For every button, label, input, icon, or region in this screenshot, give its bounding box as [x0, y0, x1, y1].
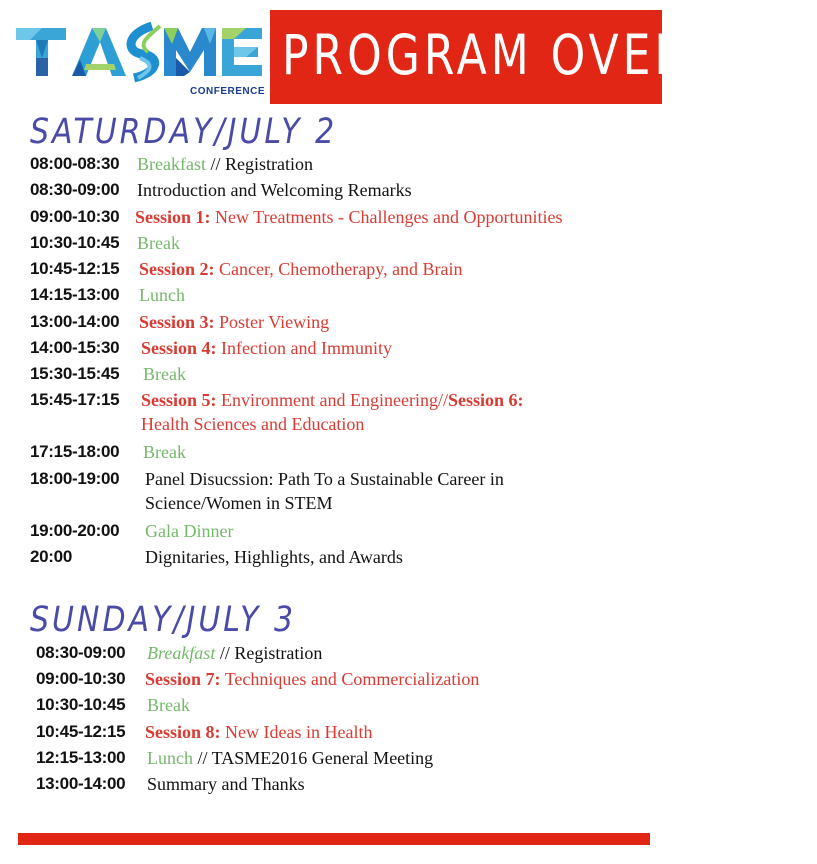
header — [0, 0, 817, 108]
time-label: 12:15-13:00 — [36, 748, 126, 767]
time-label: 14:15-13:00 — [30, 285, 120, 304]
time-label: 08:30-09:00 — [30, 180, 120, 199]
session-description — [139, 257, 463, 281]
tasme-logo — [14, 14, 266, 97]
session-title: Poster Viewing — [214, 312, 330, 332]
item-description: Break — [143, 442, 186, 462]
time-label: 20:00 — [30, 547, 72, 566]
item-description: Break — [137, 233, 180, 253]
session-title: New Ideas in Health — [220, 722, 373, 742]
session-description — [135, 205, 562, 229]
time-label: 10:30-10:45 — [30, 233, 120, 252]
panel-line2: Science/Women in STEM — [145, 493, 333, 513]
session-label: Session 2: — [139, 259, 215, 279]
tasme-logo-graphic — [14, 14, 264, 94]
session-title: Environment and Engineering// — [216, 390, 448, 410]
item-description: Lunch — [139, 285, 185, 305]
program-overview-banner — [270, 10, 817, 104]
item-description: Gala Dinner — [145, 521, 234, 541]
session-title: Cancer, Chemotherapy, and Brain — [214, 259, 463, 279]
item-description — [137, 152, 313, 176]
time-label: 13:00-14:00 — [36, 774, 126, 793]
item-description: Introduction and Welcoming Remarks — [137, 180, 412, 200]
session-label: Session 6: — [447, 390, 524, 410]
time-label: 08:00-08:30 — [30, 154, 120, 173]
session-description — [141, 388, 523, 412]
time-label: 14:00-15:30 — [30, 338, 120, 357]
time-label: 15:30-15:45 — [30, 364, 120, 383]
session-description — [145, 720, 372, 744]
time-label: 10:45-12:15 — [30, 259, 120, 278]
saturday-heading: SATURDAY/JULY 2 — [30, 112, 338, 153]
registration-label: // Registration — [215, 643, 323, 663]
session-title: Infection and Immunity — [216, 338, 392, 358]
registration-label: // Registration — [205, 154, 313, 174]
session-label: Session 5: — [141, 390, 217, 410]
sunday-heading: SUNDAY/JULY 3 — [30, 600, 297, 641]
item-description: Summary and Thanks — [147, 774, 305, 794]
session-description — [145, 667, 479, 691]
lunch-label: Lunch — [147, 748, 193, 768]
time-label: 15:45-17:15 — [30, 390, 120, 409]
time-label: 10:45-12:15 — [36, 722, 126, 741]
session-title: New Treatments - Challenges and Opportunities — [210, 207, 563, 227]
item-description: Dignitaries, Highlights, and Awards — [145, 547, 403, 567]
session-title-line2: Health Sciences and Education — [141, 414, 365, 434]
time-label: 10:30-10:45 — [36, 695, 126, 714]
item-description — [147, 641, 322, 665]
session-label: Session 7: — [145, 669, 221, 689]
general-meeting-label: // TASME2016 General Meeting — [192, 748, 434, 768]
panel-line1: Panel Disucssion: Path To a Sustainable Career in — [145, 469, 504, 489]
session-label: Session 8: — [145, 722, 221, 742]
item-description: Break — [143, 364, 186, 384]
session-label: Session 4: — [141, 338, 217, 358]
session-description — [141, 336, 392, 360]
time-label: 08:30-09:00 — [36, 643, 126, 662]
breakfast-label: Breakfast — [147, 643, 216, 663]
time-label: 09:00-10:30 — [36, 669, 126, 688]
session-label: Session 1: — [135, 207, 211, 227]
session-label: Session 3: — [139, 312, 215, 332]
logo-conference-label: CONFERENCE — [190, 86, 266, 97]
session-title: Techniques and Commercialization — [220, 669, 480, 689]
item-description — [147, 746, 433, 770]
banner-title: PROGRAM OVERVIEW — [282, 24, 817, 88]
session-description — [139, 310, 329, 334]
time-label: 18:00-19:00 — [30, 469, 120, 488]
item-description: Break — [147, 695, 190, 715]
time-label: 09:00-10:30 — [30, 207, 120, 226]
bottom-divider — [18, 833, 650, 845]
breakfast-label: Breakfast — [137, 154, 206, 174]
time-label: 17:15-18:00 — [30, 442, 120, 461]
time-label: 19:00-20:00 — [30, 521, 120, 540]
time-label: 13:00-14:00 — [30, 312, 120, 331]
